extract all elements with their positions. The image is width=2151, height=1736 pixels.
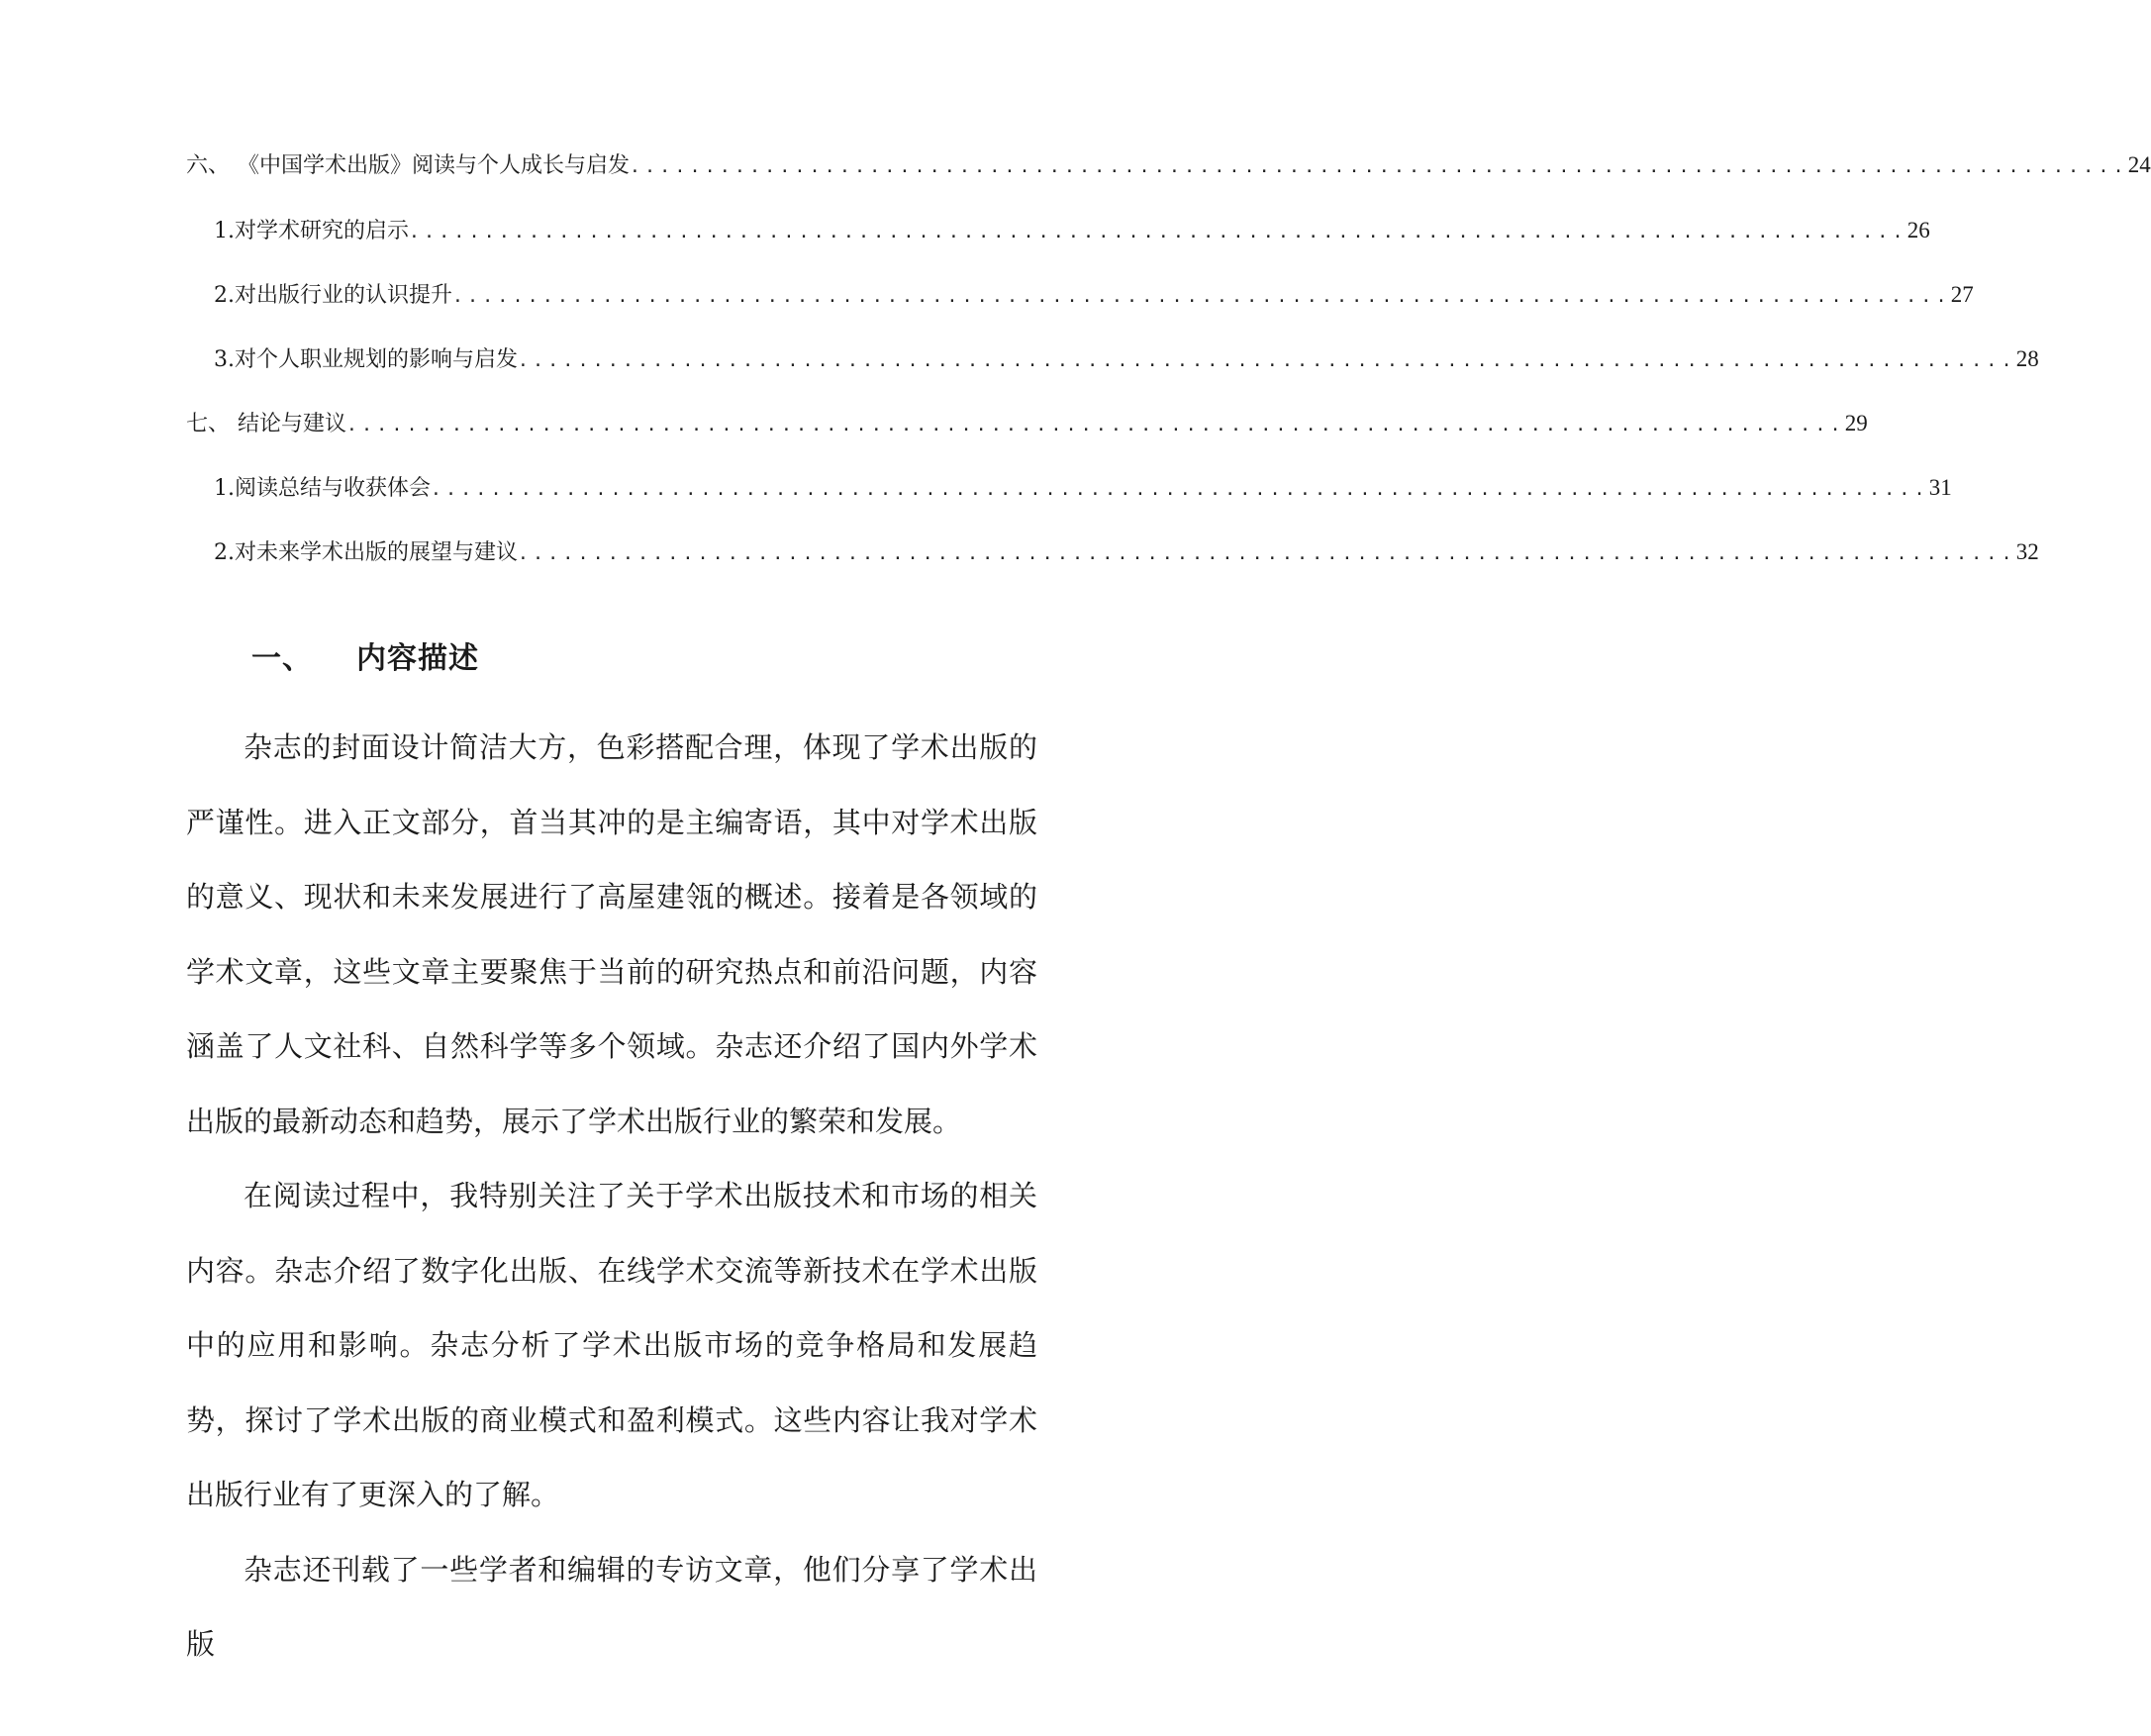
toc-entry-page: 27	[1950, 282, 1974, 307]
toc-entry[interactable]	[186, 152, 2151, 178]
toc-entry[interactable]	[214, 475, 1952, 501]
toc-entry-number: 1.	[214, 219, 235, 243]
toc-entry-number: 3.	[214, 347, 235, 372]
paragraph: 杂志还刊载了一些学者和编辑的专访文章，他们分享了学术出版	[186, 1552, 1037, 1661]
toc-entry-title: 对学术研究的启示	[235, 219, 410, 243]
toc-entry-number: 1.	[214, 476, 235, 501]
toc-entry[interactable]	[214, 282, 1974, 308]
toc-entry-number: 2.	[214, 283, 235, 308]
toc-entry-title: 对未来学术出版的展望与建议	[235, 540, 519, 565]
toc-entry-page: 28	[2015, 346, 2039, 371]
toc-entry-title: 结论与建议	[238, 412, 347, 436]
toc-leader-dots: ....................................................................................................	[452, 286, 1951, 307]
section-number: 一、	[251, 641, 313, 676]
toc-entry[interactable]	[214, 539, 2039, 565]
toc-entry[interactable]	[186, 411, 1868, 436]
toc-entry-page: 32	[2015, 539, 2039, 564]
toc-entry-title: 对个人职业规划的影响与启发	[235, 347, 519, 372]
section-title: 内容描述	[356, 641, 479, 676]
toc-entry-page: 26	[1907, 218, 1930, 242]
toc-leader-dots: ....................................................................................................	[518, 543, 2016, 564]
toc-leader-dots: ....................................................................................................	[409, 222, 1907, 242]
toc-entry-number: 六、	[186, 153, 231, 178]
paragraph: 杂志的封面设计简洁大方，色彩搭配合理，体现了学术出版的严谨性。进入正文部分，首当其冲的是主编寄语，其中对学术出版的意义、现状和未来发展进行了高屋建瓴的概述。接着是各领域的学术文章，这些文章主要聚焦于当前的研究热点和前沿问题，内容涵盖了人文社科、自然科学等多个领域。杂志还介绍了国内外学术出版的最新动态和趋势，展示了学术出版行业的繁荣和发展。	[186, 730, 1037, 1138]
toc-entry-title: 阅读总结与收获体会	[235, 476, 432, 501]
toc-entry-number: 2.	[214, 540, 235, 565]
section-heading	[251, 633, 479, 677]
toc-leader-dots: ....................................................................................................	[431, 479, 1929, 500]
body-text	[186, 711, 1037, 1683]
toc-entry-page: 31	[1928, 475, 1952, 500]
toc-entry-title: 对出版行业的认识提升	[235, 283, 453, 308]
toc-entry-page: 24	[2127, 152, 2151, 177]
toc-entry-title: 《中国学术出版》阅读与个人成长与启发	[238, 153, 631, 178]
toc-entry[interactable]	[214, 346, 2039, 372]
toc-leader-dots: ....................................................................................................	[630, 156, 2128, 177]
toc-entry-number: 七、	[186, 412, 231, 436]
toc-leader-dots: ....................................................................................................	[518, 350, 2016, 371]
toc-leader-dots: ....................................................................................................	[346, 415, 1845, 435]
toc-entry-page: 29	[1844, 411, 1868, 435]
toc-entry[interactable]	[214, 218, 1930, 243]
paragraph: 在阅读过程中，我特别关注了关于学术出版技术和市场的相关内容。杂志介绍了数字化出版、在线学术交流等新技术在学术出版中的应用和影响。杂志分析了学术出版市场的竞争格局和发展趋势，探讨了学术出版的商业模式和盈利模式。这些内容让我对学术出版行业有了更深入的了解。	[186, 1179, 1037, 1511]
